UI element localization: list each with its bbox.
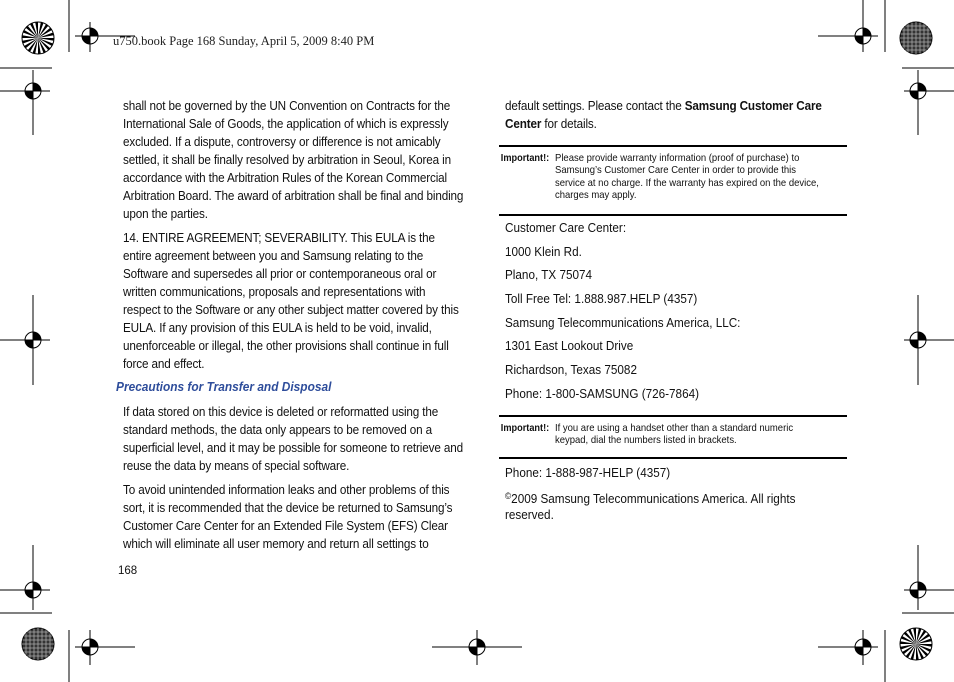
important-label: Important!: <box>500 153 550 164</box>
left-column-lower <box>123 403 465 559</box>
phone-line: Phone: 1-888-987-HELP (4357) <box>505 466 671 480</box>
customer-care-bold: Samsung Customer Care Center <box>505 99 822 131</box>
halftone-disc-icon <box>22 628 54 660</box>
page-number: 168 <box>118 565 138 577</box>
contact-line: Toll Free Tel: 1.888.987.HELP (4357) <box>505 292 698 306</box>
copyright-line: ©2009 Samsung Telecommunications America. All rights <box>505 491 796 506</box>
right-column <box>505 97 847 139</box>
contact-line: 1301 East Lookout Drive <box>505 339 634 353</box>
running-header: u750.book Page 168 Sunday, April 5, 2009 8:40 PM <box>113 34 375 48</box>
contact-line: Richardson, Texas 75082 <box>505 363 637 377</box>
paragraph-efs-clear: To avoid unintended information leaks and other problems of this sort, it is recommended that the device be returned to Samsung’s Customer Care Center for an Extended File System (EFS) Clear which will eliminate all user memory and return all settings to <box>123 483 453 551</box>
paragraph-entire-agreement: 14. ENTIRE AGREEMENT; SEVERABILITY. This EULA is the entire agreement between you and Samsung relating to the Software and supersedes all prior or contemporaneous oral or written communications, proposals and representations with respect to the Software or any other subject matter covered by this EULA. If any provision of this EULA is held to be void, invalid, unenforceable or illegal, the other provisions shall continue in full force and effect. <box>123 231 459 371</box>
important-text: Please provide warranty information (proof of purchase) to Samsung’s Customer Care Center in order to provide this service at no charge. If the warranty has expired on the device, charges may apply. <box>555 153 819 201</box>
important-label: Important!: <box>500 423 550 434</box>
copyright-symbol: © <box>505 491 512 501</box>
contact-line: 1000 Klein Rd. <box>505 245 582 259</box>
paragraph-data-deletion: If data stored on this device is deleted or reformatted using the standard methods, the data only appears to be removed on a superficial level, and it may be possible for someone to retrieve and reuse the data by means of special software. <box>123 405 463 473</box>
important-note-keypad <box>499 415 847 459</box>
contact-line: Samsung Telecommunications America, LLC: <box>505 316 741 330</box>
contact-line: Plano, TX 75074 <box>505 268 593 282</box>
contact-line: Customer Care Center: <box>505 221 627 235</box>
paragraph-contact-intro: default settings. Please contact the Samsung Customer Care Center for details. <box>505 99 822 131</box>
copyright-line-2: reserved. <box>505 508 554 522</box>
important-text: If you are using a handset other than a standard numeric keypad, dial the numbers listed in brackets. <box>555 423 794 447</box>
section-heading: Precautions for Transfer and Disposal <box>116 379 332 394</box>
contact-line: Phone: 1-800-SAMSUNG (726-7864) <box>505 387 700 401</box>
left-column <box>123 97 465 379</box>
paragraph-arbitration: shall not be governed by the UN Convention on Contracts for the International Sale of Goods, the application of which is expressly excluded. If a dispute, controversy or difference is not amicably settled, it shall be finally resolved by arbitration in Seoul, Korea in accordance with the Arbitration Rules of the Korean Commercial Arbitration Board. The award of arbitration shall be final and binding upon the parties. <box>123 99 464 221</box>
starburst-icon <box>900 628 932 660</box>
important-note-warranty <box>499 145 847 216</box>
starburst-icon <box>22 22 54 54</box>
halftone-disc-icon <box>900 22 932 54</box>
